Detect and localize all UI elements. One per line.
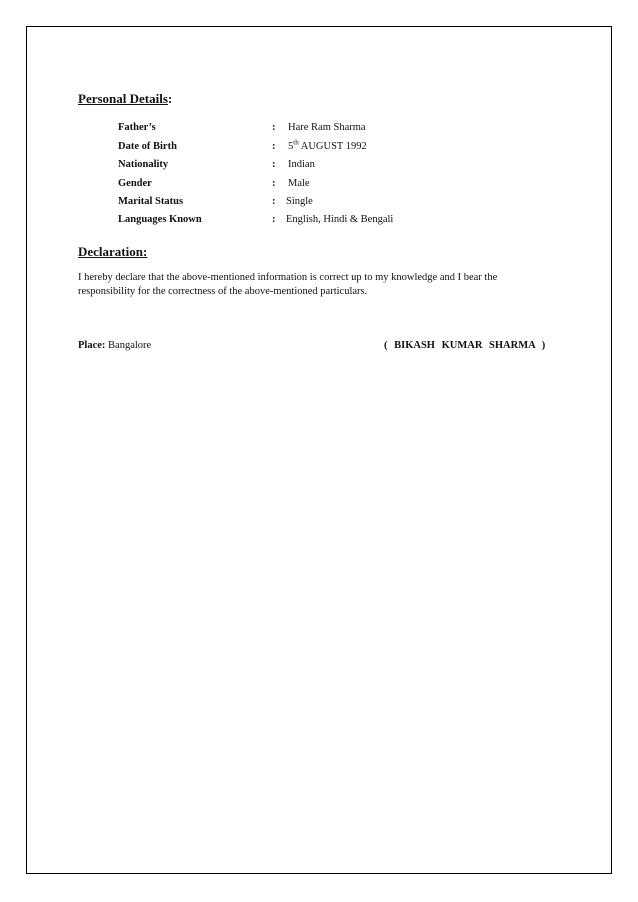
detail-value: Single: [286, 196, 313, 207]
detail-row-date-of-birth: [118, 140, 538, 154]
detail-colon: :: [272, 141, 276, 152]
personal-details-title: Personal Details: [78, 91, 168, 106]
detail-label: Date of Birth: [118, 141, 177, 152]
detail-label: Marital Status: [118, 196, 184, 207]
place-label: Place:: [78, 340, 106, 351]
detail-value: Hare Ram Sharma: [288, 122, 366, 133]
detail-row-father: [118, 121, 538, 135]
detail-value: Male: [288, 178, 310, 189]
dob-day: 5: [288, 141, 294, 152]
declaration-heading: [78, 244, 147, 260]
detail-colon: :: [272, 159, 276, 170]
detail-colon: :: [272, 122, 276, 133]
personal-details-heading: [78, 91, 172, 107]
detail-value: Indian: [288, 159, 315, 170]
detail-row-marital-status: [118, 195, 538, 209]
detail-colon: :: [272, 214, 276, 225]
detail-row-gender: [118, 177, 538, 191]
place-line: [78, 339, 151, 353]
detail-label: Gender: [118, 178, 152, 189]
detail-row-languages: [118, 213, 538, 227]
detail-value-dob: [288, 140, 367, 154]
declaration-text: I hereby declare that the above-mentioned information is correct up to my knowledge and I bear the responsibility for the correctness of the above-mentioned particulars.: [78, 272, 498, 297]
signature-name: ( BIKASH KUMAR SHARMA ): [384, 340, 546, 351]
detail-colon: :: [272, 196, 276, 207]
detail-label: Father’s: [118, 122, 156, 133]
detail-label: Languages Known: [118, 214, 202, 225]
dob-day-suffix: th: [293, 138, 299, 147]
declaration-title: Declaration:: [78, 244, 148, 259]
place-value: Bangalore: [105, 340, 152, 351]
detail-value: English, Hindi & Bengali: [286, 214, 394, 225]
detail-label: Nationality: [118, 159, 169, 170]
detail-colon: :: [272, 178, 276, 189]
dob-month-year: AUGUST 1992: [298, 141, 367, 152]
detail-row-nationality: [118, 158, 538, 172]
personal-details-title-colon: :: [167, 91, 173, 106]
